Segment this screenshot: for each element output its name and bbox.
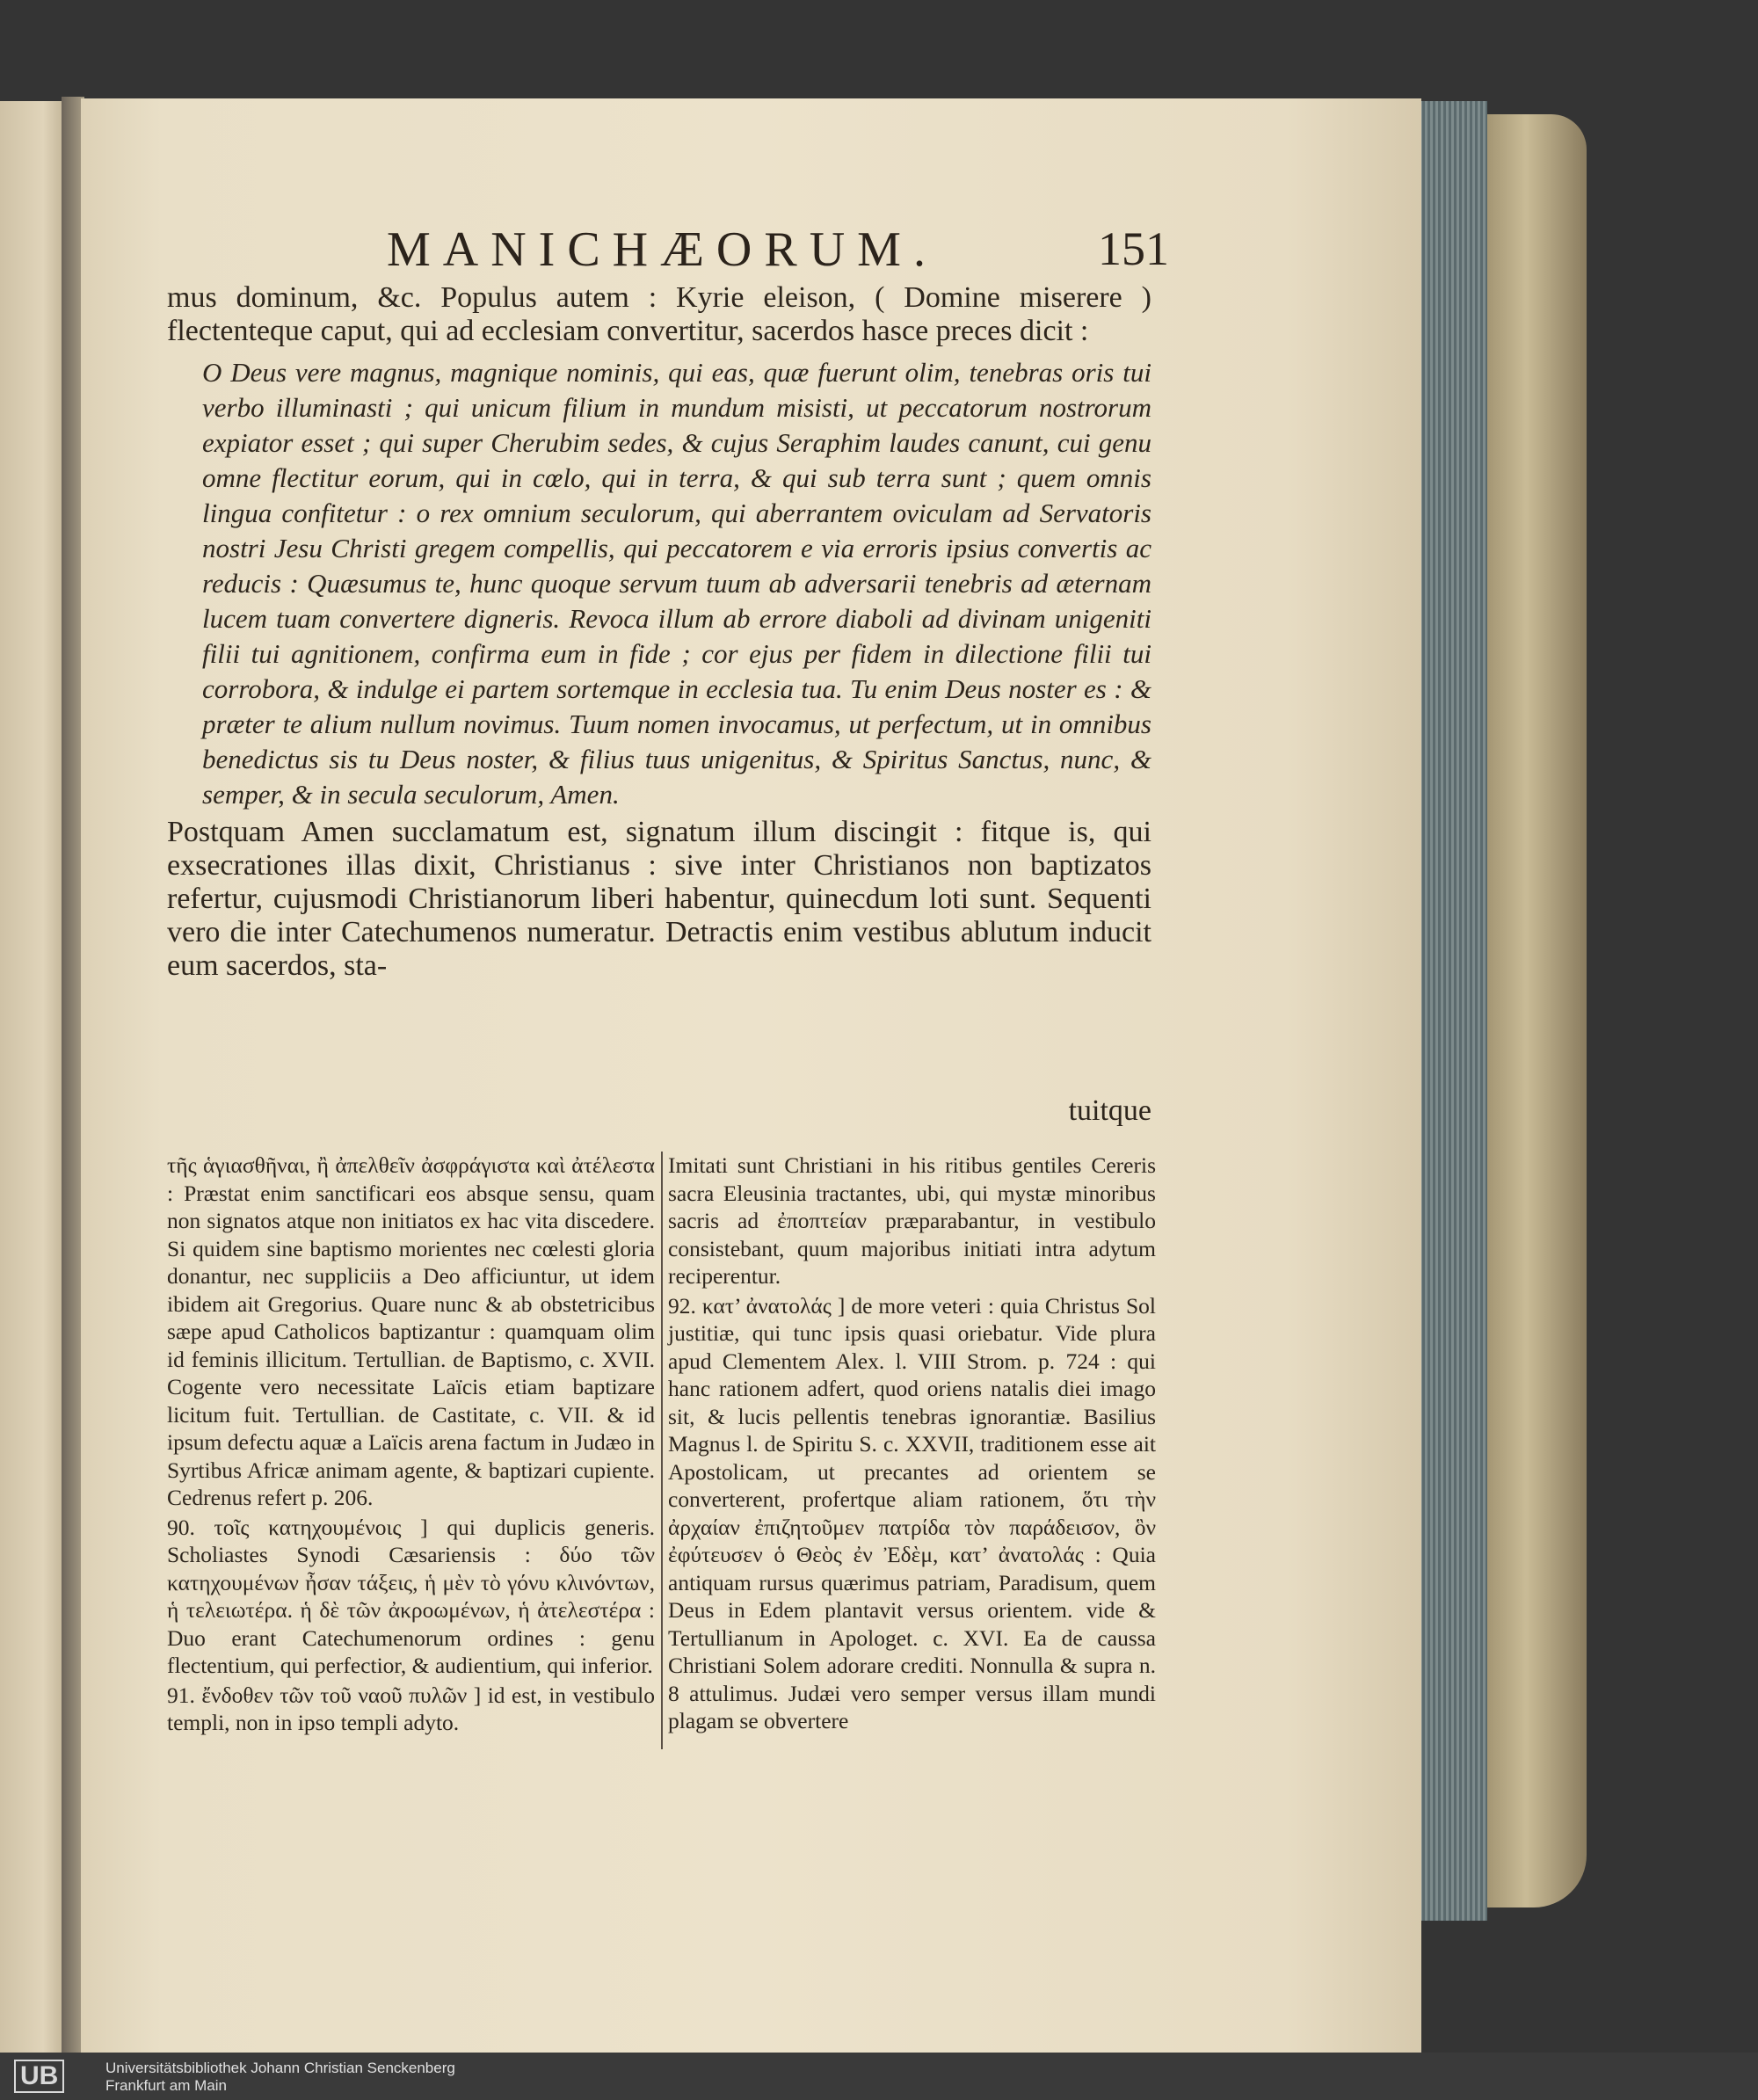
library-name-line2: Frankfurt am Main: [105, 2077, 227, 2094]
library-footer-bar: [0, 2053, 1758, 2100]
library-name-line1: Universitätsbibliothek Johann Christian Senckenberg: [105, 2060, 455, 2076]
catchword: tuitque: [1068, 1094, 1151, 1127]
footnotes-right-column: [668, 1152, 1156, 1737]
page-stack-edge: [1417, 101, 1487, 1921]
after-paragraph: Postquam Amen succlamatum est, signatum illum discingit : fitque is, qui exsecrationes illas dixit, Christianus : sive inter Christianos non baptizatos refertur, cujusmodi Christianorum liberi habentur, quinecdum loti sunt. Sequenti vero die inter Catechumenos numeratur. Detractis enim vestibus ablutum inducit eum sacerdos, sta-: [167, 816, 1151, 982]
ub-logo: UB: [9, 2060, 97, 2093]
prayer-text: O Deus vere magnus, magnique nominis, qui eas, quæ fuerunt olim, tenebras oris tui verbo illuminasti ; qui unicum filium in mundum misisti, ut peccatorum nostrorum expiator esset ; qui super Cherubim sedes, & cujus Seraphim laudes canunt, cui genu omne flectitur eorum, qui in cœlo, qui in terra, & qui sub terra sunt ; quem omnis lingua confitetur : o rex omnium seculorum, qui aberrantem oviculam ad Servatoris nostri Jesu Christi gregem compellis, qui peccatorem e via erroris ipsius convertis ac reducis : Quæsumus te, hunc quoque servum tuum ab adversarii tenebris ad æternam lucem tuam convertere digneris. Revoca illum ab errore diaboli ad divinam unigeniti filii tui agnitionem, confirma eum in fide ; cor ejus per fidem in dilectione filii tui corrobora, & indulge ei partem sortemque in ecclesia tua. Tu enim Deus noster es : & præter te alium nullum novimus. Tuum nomen invocamus, ut perfectum, ut in omnibus benedictus sis tu Deus noster, & filius tuus unigenitus, & Spiritus Sanctus, nunc, & semper, & in secula seculorum, Amen.: [202, 357, 1151, 810]
footnote-item: 91. ἔνδοθεν τῶν τοῦ ναοῦ πυλῶν ] id est, in vestibulo templi, non in ipso templi adyto.: [167, 1682, 655, 1735]
book-cover-edge: [1486, 114, 1587, 1907]
footnote-item: τῆς ἁγιασθῆναι, ἢ ἀπελθεῖν ἀσφράγιστα καὶ ἀτέλεστα : Præstat enim sanctificari eos absque sensu, quam non signatos atque non initiatos ex hac vita discedere. Si quidem sine baptismo morientes nec cœlesti gloria donantur, nec suppliciis a Deo afficiuntur, ut idem ibidem ait Gregorius. Quare nunc & ab obstetricibus sæpe apud Catholicos baptizantur : quamquam olim id feminis illicitum. Tertullian. de Baptismo, c. XVII. Cogente vero necessitate Laïcis etiam baptizare licitum fuit. Tertullian. de Castitate, c. VII. & id ipsum defectu aquæ a Laïcis arena factum in Judæo in Syrtibus Africæ animam agente, & baptizari cupiente. Cedrenus refert p. 206.: [167, 1152, 655, 1510]
footnotes-left-column: [167, 1152, 655, 1739]
footnote-item: 92. κατ’ ἀνατολάς ] de more veteri : quia Christus Sol justitiæ, qui tunc ipsis quasi oriebatur. Vide plura apud Clementem Alex. l. VIII Strom. p. 724 : qui hanc rationem adfert, quod oriens natalis diei imago sit, & lucis pellentis tenebras ignorantiæ. Basilius Magnus l. de Spiritu S. c. XXVII, traditionem esse ait Apostolicam, ut precantes ad orientem se converterent, profertque aliam rationem, ὅτι τὴν ἀρχαίαν ἐπιζητοῦμεν πατρίδα τὸν παράδεισον, ὃν ἐφύτευσεν ὁ Θεὸς ἐν Ἐδὲμ, κατ’ ἀνατολάς : Quia antiquam rursus quærimus patriam, Paradisum, quem Deus in Edem plantavit versus orientem. vide & Tertullianum in Apologet. c. XVI. Ea de caussa Christiani Solem adorare crediti. Nonnulla & supra n. 8 attulimus. Judæi vero semper versus illam mundi plagam se obvertere: [668, 1292, 1156, 1733]
library-name: [105, 2060, 455, 2095]
footnote-item: 90. τοῖς κατηχουμένοις ] qui duplicis generis. Scholiastes Synodi Cæsariensis : δύο τῶν κατηχουμένων ἦσαν τάξεις, ἡ μὲν τὸ γόνυ κλινόντων, ἡ τελειωτέρα. ἡ δὲ τῶν ἀκροωμένων, ἡ ἀτελεστέρα : Duo erant Catechumenorum ordines : genu flectentium, qui perfectior, & audientium, qui inferior.: [167, 1514, 655, 1678]
intro-paragraph: mus dominum, &c. Populus autem : Kyrie eleison, ( Domine miserere ) flectenteque caput, qui ad ecclesiam convertitur, sacerdos hasce preces dicit :: [167, 281, 1151, 347]
footnote-item: Imitati sunt Christiani in his ritibus gentiles Cereris sacra Eleusinia tractantes, ubi, qui mystæ minoribus sacris ad ἐποπτείαν præparabantur, in vestibulo consistebant, quum majoribus initiati intra adytum reciperentur.: [668, 1152, 1156, 1289]
main-text: [167, 281, 1151, 983]
page-number: 151: [1098, 222, 1169, 275]
running-title: MANICHÆORUM.: [387, 222, 938, 277]
running-header: [167, 222, 1169, 283]
column-divider: [661, 1152, 663, 1749]
